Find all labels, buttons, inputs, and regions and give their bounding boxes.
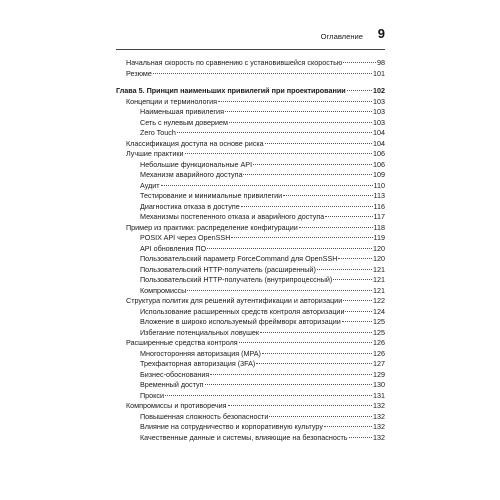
- toc-entry-page: 122: [373, 296, 385, 305]
- toc-entry-title: Бизнес-обоснования: [140, 369, 210, 379]
- toc-entry-title: Компромиссы: [140, 285, 187, 295]
- dot-leader: [265, 143, 372, 144]
- dot-leader: [225, 111, 372, 112]
- toc-entry-page: 132: [373, 432, 385, 442]
- dot-leader: [241, 206, 373, 207]
- toc-entry-title: Повышенная сложность безопасности: [140, 411, 269, 421]
- dot-leader: [349, 437, 373, 438]
- toc-entry-page: 130: [373, 380, 385, 389]
- dot-leader: [262, 353, 372, 354]
- toc-entry-title: Концепции и терминология: [126, 96, 218, 106]
- toc-entry-title: Аудит: [140, 180, 160, 190]
- dot-leader: [218, 101, 372, 102]
- toc-entry-page: 131: [373, 390, 385, 400]
- toc-entry-title: Прокси: [140, 390, 164, 400]
- dot-leader: [324, 426, 372, 427]
- page-number: 9: [377, 26, 385, 41]
- dot-leader: [231, 237, 372, 238]
- dot-leader: [343, 62, 376, 63]
- toc-entry-page: 98: [377, 58, 385, 67]
- dot-leader: [185, 153, 373, 154]
- dot-leader: [333, 279, 372, 280]
- toc-entry: [116, 286, 385, 297]
- toc-entry: [116, 307, 385, 318]
- toc-entry-page: 129: [373, 369, 385, 379]
- toc-entry-page: 124: [373, 306, 385, 316]
- toc-entry-title: Пример из практики: распределение конфигурации: [126, 222, 298, 232]
- toc-entry: [116, 191, 385, 202]
- toc-entry: [116, 254, 385, 265]
- toc-entry: [116, 181, 385, 192]
- toc-chapter-entry: [116, 86, 385, 97]
- toc-entry-page: 126: [373, 338, 385, 347]
- dot-leader: [342, 321, 372, 322]
- toc-entry: [116, 338, 385, 349]
- toc-entry: [116, 107, 385, 118]
- dot-leader: [153, 73, 372, 74]
- toc-entry-page: 120: [373, 254, 385, 263]
- toc-entry-title: Компромиссы и противоречия: [126, 401, 227, 410]
- dot-leader: [256, 363, 372, 364]
- toc-entry: [116, 422, 385, 433]
- toc-entry-page: 118: [373, 222, 385, 232]
- toc-entry-page: 109: [373, 170, 385, 179]
- toc-entry-page: 125: [373, 317, 385, 326]
- toc-entry: [116, 370, 385, 381]
- toc-entry-page: 113: [373, 191, 385, 200]
- toc-entry-title: Влияние на сотрудничество и корпоративную культуру: [140, 422, 323, 431]
- dot-leader: [243, 174, 372, 175]
- toc-entry-page: 101: [373, 68, 385, 78]
- toc-entry-page: 103: [373, 117, 385, 127]
- toc-entry-title: Механизмы постепенного отказа и аварийного доступа: [140, 212, 325, 221]
- toc-entry-page: 110: [373, 180, 385, 190]
- toc-entry-title: Наименьшая привилегия: [140, 107, 224, 116]
- dot-leader: [253, 164, 372, 165]
- toc-entry-title: Избегание потенциальных ловушек: [140, 327, 259, 337]
- toc-entry: [116, 202, 385, 213]
- toc-entry-title: Классификация доступа на основе риска: [126, 138, 264, 148]
- toc-entry-title: Качественные данные и системы, влияющие на безопасность: [140, 432, 348, 442]
- toc-entry-page: 121: [373, 264, 385, 274]
- dot-leader: [239, 342, 372, 343]
- toc-entry: [116, 58, 385, 69]
- dot-leader: [260, 332, 372, 333]
- toc-entry-page: 132: [373, 422, 385, 431]
- toc-entry-title: POSIX API через OpenSSH: [140, 233, 231, 242]
- toc-entry-title: Резюме: [126, 68, 152, 78]
- toc-entry: [116, 359, 385, 370]
- toc-entry-title: Временный доступ: [140, 380, 204, 389]
- toc-entry-page: 121: [373, 275, 385, 284]
- dot-leader: [283, 195, 372, 196]
- toc-entry: [116, 69, 385, 80]
- toc-entry-title: Глава 5. Принцип наименьших привилегий при проектировании: [116, 86, 346, 95]
- toc-entry-title: Трехфакторная авторизация (3FA): [140, 359, 256, 368]
- running-header-section: Оглавление: [320, 32, 363, 41]
- toc-entry-page: 132: [373, 401, 385, 410]
- toc-entry-title: Расширенные средства контроля: [126, 338, 238, 347]
- dot-leader: [210, 374, 372, 375]
- table-of-contents: [116, 58, 385, 443]
- toc-entry-title: Пользовательский HTTP-получатель (внутрипроцессный): [140, 275, 333, 284]
- running-header: [116, 27, 385, 50]
- dot-leader: [177, 132, 372, 133]
- toc-entry-page: 104: [373, 128, 385, 137]
- toc-entry-title: Использование расширенных средств контроля авторизации: [140, 306, 345, 316]
- toc-entry-page: 103: [373, 96, 385, 106]
- toc-entry-title: Лучшие практики: [126, 149, 184, 158]
- dot-leader: [165, 395, 372, 396]
- toc-entry-title: Многосторонняя авторизация (MPA): [140, 348, 261, 358]
- toc-entry-title: Сеть с нулевым доверием: [140, 117, 228, 127]
- toc-entry: [116, 391, 385, 402]
- toc-entry-page: 106: [373, 159, 385, 169]
- toc-entry-page: 117: [373, 212, 385, 221]
- dot-leader: [343, 300, 372, 301]
- toc-entry: [116, 275, 385, 286]
- toc-entry: [116, 296, 385, 307]
- dot-leader: [317, 269, 372, 270]
- toc-entry-page: 121: [373, 285, 385, 295]
- dot-leader: [325, 216, 372, 217]
- toc-entry: [116, 317, 385, 328]
- toc-entry: [116, 233, 385, 244]
- toc-entry-page: 120: [373, 243, 385, 253]
- toc-entry-page: 116: [373, 201, 385, 211]
- toc-entry: [116, 223, 385, 234]
- dot-leader: [347, 90, 372, 91]
- toc-entry-title: Вложение в широко используемый фреймворк авторизации: [140, 317, 341, 326]
- toc-entry: [116, 170, 385, 181]
- toc-entry-title: Начальная скорость по сравнению с установившейся скоростью: [126, 58, 343, 67]
- toc-entry: [116, 328, 385, 339]
- toc-entry: [116, 149, 385, 160]
- toc-entry-title: Механизм аварийного доступа: [140, 170, 243, 179]
- dot-leader: [229, 122, 372, 123]
- toc-entry: [116, 160, 385, 171]
- toc-entry: [116, 401, 385, 412]
- toc-entry-page: 104: [373, 138, 385, 148]
- toc-entry-page: 103: [373, 107, 385, 116]
- dot-leader: [338, 258, 372, 259]
- toc-entry-page: 102: [373, 86, 385, 95]
- toc-entry-title: Пользовательский параметр ForceCommand для OpenSSH: [140, 254, 338, 263]
- toc-entry: [116, 128, 385, 139]
- dot-leader: [228, 405, 372, 406]
- dot-leader: [269, 416, 372, 417]
- toc-entry: [116, 212, 385, 223]
- toc-entry-title: Тестирование и минимальные привилегии: [140, 191, 283, 200]
- toc-entry-title: Пользовательский HTTP-получатель (расширенный): [140, 264, 316, 274]
- toc-entry-page: 125: [373, 327, 385, 337]
- dot-leader: [205, 384, 373, 385]
- toc-entry: [116, 380, 385, 391]
- toc-entry-page: 126: [373, 348, 385, 358]
- toc-entry-title: Zero Touch: [140, 128, 176, 137]
- toc-entry: [116, 97, 385, 108]
- dot-leader: [207, 248, 372, 249]
- toc-entry-title: Структура политик для решений аутентификации и авторизации: [126, 296, 343, 305]
- toc-entry: [116, 244, 385, 255]
- dot-leader: [161, 185, 373, 186]
- toc-entry-title: Диагностика отказа в доступе: [140, 201, 240, 211]
- toc-entry: [116, 265, 385, 276]
- toc-entry: [116, 139, 385, 150]
- toc-entry: [116, 412, 385, 423]
- toc-entry-title: Небольшие функциональные API: [140, 159, 253, 169]
- toc-entry: [116, 349, 385, 360]
- dot-leader: [187, 290, 372, 291]
- toc-entry: [116, 118, 385, 129]
- toc-entry-page: 127: [373, 359, 385, 368]
- toc-entry-page: 119: [373, 233, 385, 242]
- toc-entry-page: 132: [373, 411, 385, 421]
- dot-leader: [345, 311, 372, 312]
- toc-entry-title: API обновления ПО: [140, 243, 207, 253]
- toc-entry-page: 106: [373, 149, 385, 158]
- toc-entry: [116, 433, 385, 444]
- dot-leader: [299, 227, 373, 228]
